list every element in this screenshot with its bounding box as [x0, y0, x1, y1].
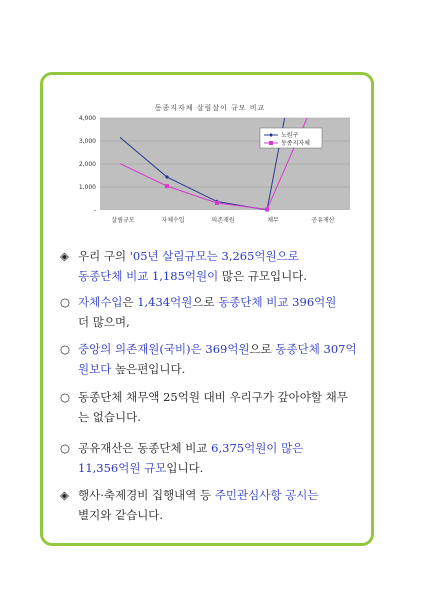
paragraph-text: 주민관심사항 공시는 [214, 488, 319, 502]
paragraph-text: 으로 [192, 295, 219, 309]
paragraph-text: 행사·축제경비 집행내역 등 [78, 488, 215, 502]
paragraph-text: 은 [122, 295, 138, 309]
paragraph-text: 자체수입 [78, 295, 123, 309]
circle-bullet-icon: ○ [60, 295, 71, 309]
diamond-bullet-icon: ◈ [60, 488, 69, 502]
chart-title: 동종지자체 살림살이 규모 비교 [154, 104, 266, 112]
line-chart [60, 98, 350, 230]
paragraph-text: 동종단체 채무액 25억원 대비 우리구가 갚아야할 채무 [78, 390, 348, 404]
x-tick-label: 채무 [267, 217, 279, 224]
paragraph-text: 별지와 같습니다. [78, 508, 164, 522]
paragraph-text: 동종단체 비교 1,185억원이 [78, 269, 219, 283]
paragraph-text: 원보다 [78, 362, 112, 376]
data-point [265, 207, 269, 211]
circle-bullet-icon: ○ [60, 342, 71, 356]
circle-bullet-paragraph [60, 339, 360, 379]
paragraph-text: 11,356억원 규모 [78, 461, 167, 475]
data-point [165, 184, 169, 188]
data-point [215, 201, 219, 205]
x-tick-label: 공유재산 [311, 217, 335, 224]
paragraph-text: '05년 살림규모는 3,265억원으로 [129, 249, 299, 263]
diamond-bullet-icon: ◈ [60, 249, 69, 263]
paragraph-text: 입니다. [166, 461, 204, 475]
y-tick-label: 3,000 [78, 138, 96, 145]
legend-label: 동종지자체 [281, 140, 310, 147]
paragraph-text: 동종단체 비교 396억원 [218, 295, 337, 309]
circle-bullet-paragraph [60, 438, 360, 478]
paragraph-text: 더 많으며, [78, 315, 130, 329]
circle-bullet-icon: ○ [60, 441, 71, 455]
legend [260, 128, 322, 148]
y-tick-label: 2,000 [78, 161, 96, 168]
paragraph-text: 는 없습니다. [78, 410, 141, 424]
diamond-bullet-paragraph [60, 246, 360, 286]
circle-bullet-icon: ○ [60, 390, 71, 404]
y-tick-label: 1,000 [78, 184, 96, 191]
paragraph-text: 높은편입니다. [111, 362, 186, 376]
circle-bullet-paragraph [60, 387, 360, 427]
paragraph-text: 동종단체 307억 [275, 342, 357, 356]
diamond-bullet-paragraph [60, 485, 360, 525]
circle-bullet-paragraph [60, 292, 360, 332]
paragraph-text: 중앙의 의존재원(국비)은 369억원 [78, 342, 250, 356]
paragraph-text: 공유재산은 동종단체 비교 [78, 441, 212, 455]
paragraph-text: 많은 규모입니다. [218, 269, 307, 283]
y-tick-label: - [93, 207, 96, 214]
x-tick-label: 의존재원 [211, 217, 235, 224]
legend-marker [269, 141, 273, 145]
paragraph-text: 1,434억원 [137, 295, 193, 309]
legend-label: 노원구 [281, 132, 299, 139]
y-tick-label: 4,000 [78, 115, 96, 122]
paragraph-text: 6,375억원이 많은 [211, 441, 304, 455]
paragraph-text: 우리 구의 [78, 249, 130, 263]
paragraph-text: 으로 [249, 342, 276, 356]
x-tick-label: 살림규모 [111, 217, 135, 224]
x-tick-label: 자체수입 [161, 217, 185, 224]
